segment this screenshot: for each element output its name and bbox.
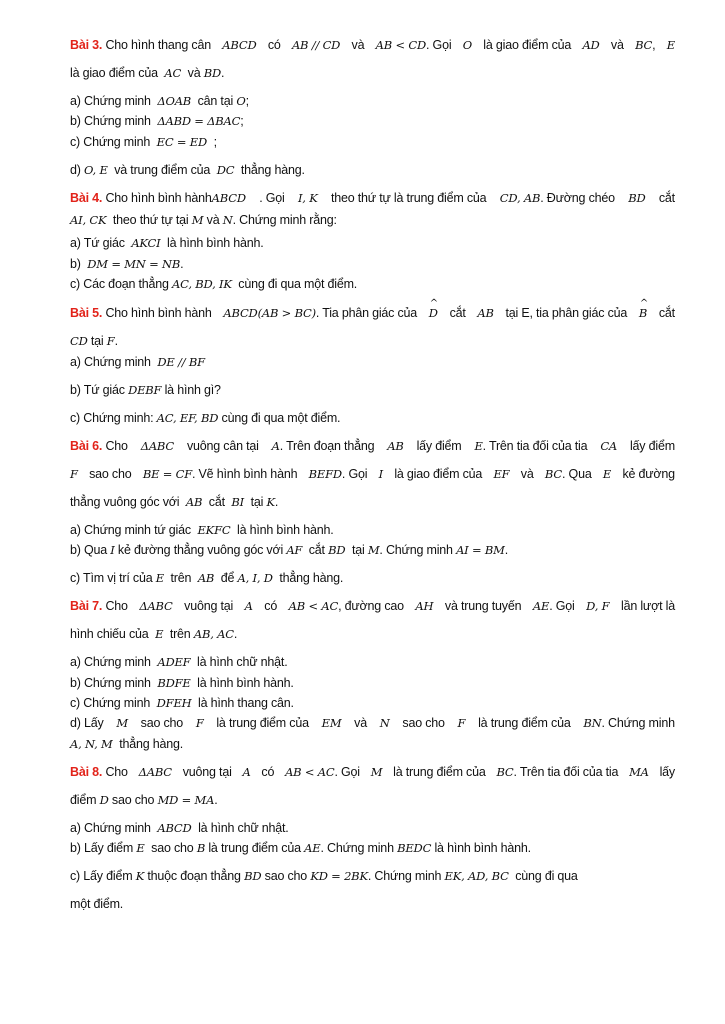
bai3-line2: [70, 65, 675, 81]
bai6-label: Bài 6.: [70, 439, 103, 453]
math: F: [106, 334, 115, 348]
text: vuông tại: [184, 599, 234, 613]
math: AD: [582, 38, 600, 52]
text: cùng đi qua một điểm.: [221, 411, 341, 425]
bai6-c: [70, 570, 675, 586]
text: d): [70, 163, 81, 177]
text: ;: [213, 135, 217, 149]
text: . Qua: [562, 467, 592, 481]
text: sao cho: [140, 716, 184, 730]
text: là trung điểm của: [216, 716, 309, 730]
bai4-line1: [70, 190, 675, 206]
text: . Trên tia đối của tia: [482, 439, 588, 453]
bai6-line1: [70, 438, 675, 454]
math: E: [666, 38, 675, 52]
bai3-label: Bài 3.: [70, 38, 103, 52]
text: vuông tại: [182, 765, 232, 779]
math: AI, CK: [70, 213, 107, 227]
bai4-a: [70, 235, 675, 251]
math: BE = CF: [142, 467, 192, 481]
text: cân tại: [197, 94, 234, 108]
bai7-d2: [70, 736, 675, 752]
math: M: [367, 543, 380, 557]
math: B: [196, 841, 206, 855]
bai7-b: [70, 675, 675, 691]
text: và: [354, 716, 367, 730]
text: b) Lấy điểm: [70, 841, 134, 855]
math: EC = ED: [156, 135, 208, 149]
math: A, N, M: [70, 737, 113, 751]
math: MA: [629, 765, 649, 779]
text: cắt: [658, 191, 675, 205]
bai8-c: [70, 868, 675, 884]
math: ABCD: [211, 191, 246, 205]
text: thẳng hàng.: [279, 571, 344, 585]
text: điểm: [70, 793, 97, 807]
text: c) Các đoạn thẳng: [70, 277, 169, 291]
text: d) Lấy: [70, 716, 104, 730]
math: A: [244, 599, 253, 613]
text: Cho: [105, 599, 128, 613]
bai5-line1: [70, 305, 675, 321]
text: .: [274, 495, 279, 509]
math: BC: [635, 38, 653, 52]
math: BC: [544, 467, 562, 481]
text: Cho hình thang cân: [105, 38, 211, 52]
math: KD = 2BK: [310, 869, 368, 883]
text: và: [187, 66, 201, 80]
text: c) Lấy điểm: [70, 869, 133, 883]
math: M: [370, 765, 383, 779]
text: . Chứng minh: [379, 543, 453, 557]
math: AC, EF, BD: [156, 411, 219, 425]
text: là trung điểm của: [478, 716, 571, 730]
math: BEDC: [397, 841, 432, 855]
math: I, K: [297, 191, 318, 205]
text: là hình chữ nhật.: [198, 821, 289, 835]
math: EKFC: [197, 523, 231, 537]
math: O: [462, 38, 472, 52]
text: cắt: [658, 306, 675, 320]
math: AB: [185, 495, 203, 509]
text: cắt: [308, 543, 325, 557]
bai3-d: [70, 162, 675, 178]
text: thuộc đoạn thẳng: [147, 869, 241, 883]
text: b) Chứng minh: [70, 676, 151, 690]
math: CD: [70, 334, 88, 348]
bai5-b: [70, 382, 675, 398]
bai3-line1: [70, 37, 675, 53]
math: AB < AC: [288, 599, 339, 613]
math: AB < CD: [375, 38, 426, 52]
text: là giao điểm của: [394, 467, 483, 481]
math: BD: [244, 869, 262, 883]
text: và: [206, 213, 220, 227]
math: ABCD: [222, 38, 257, 52]
text: tại: [250, 495, 264, 509]
math: E: [602, 467, 612, 481]
bai4-line2: [70, 212, 675, 228]
math: BC: [496, 765, 514, 779]
text: .: [221, 66, 225, 80]
text: là hình gì?: [164, 383, 221, 397]
text: .: [504, 543, 508, 557]
math: AB, AC: [193, 627, 234, 641]
math: AC, BD, IK: [172, 277, 232, 291]
text: theo thứ tự tại: [112, 213, 189, 227]
text: c) Chứng minh: [70, 696, 151, 710]
bai5-line2: [70, 333, 675, 349]
text: . Tia phân giác của: [315, 306, 418, 320]
math: AE: [532, 599, 550, 613]
math: F: [70, 467, 78, 481]
text: a) Chứng minh: [70, 355, 151, 369]
bai8-line2: [70, 792, 675, 808]
text: kẻ đường thẳng vuông góc với: [117, 543, 284, 557]
text: . Gọi: [426, 38, 452, 52]
text: . Trên đoạn thẳng: [279, 439, 375, 453]
text: c) Tìm vị trí của: [70, 571, 153, 585]
math: AB // CD: [291, 38, 341, 52]
text: có: [261, 765, 275, 779]
math: A: [242, 765, 251, 779]
text: tại: [90, 334, 104, 348]
math: K: [135, 869, 145, 883]
math: ADEF: [157, 655, 191, 669]
text: a) Chứng minh: [70, 821, 151, 835]
text: ;: [240, 114, 244, 128]
math: AB: [477, 306, 494, 320]
math: BEFD: [308, 467, 342, 481]
text: và trung tuyến: [444, 599, 522, 613]
text: sao cho: [264, 869, 308, 883]
bai4-c: [70, 276, 675, 292]
text: là hình thang cân.: [198, 696, 294, 710]
math: F: [195, 716, 204, 730]
text: a) Chứng minh: [70, 655, 151, 669]
math: ABCD: [157, 821, 192, 835]
math: ABCD(AB > BC): [223, 306, 316, 320]
math: M: [116, 716, 128, 730]
math: AC: [164, 66, 182, 80]
math: DFEH: [156, 696, 192, 710]
text: thẳng vuông góc với: [70, 495, 180, 509]
bai6-line3: [70, 494, 675, 510]
bai5-label: Bài 5.: [70, 306, 103, 320]
text: thẳng hàng.: [240, 163, 305, 177]
text: lấy điểm: [629, 439, 675, 453]
text: sao cho: [89, 467, 132, 481]
text: một điểm.: [70, 897, 124, 911]
text: Cho hình bình hành: [105, 191, 212, 205]
text: và: [351, 38, 365, 52]
text: . Chứng minh rằng:: [232, 213, 337, 227]
bai7-line2: [70, 626, 675, 642]
math: DEBF: [128, 383, 162, 397]
text: ,: [652, 38, 656, 52]
text: . Vẽ hình bình hành: [192, 467, 298, 481]
text: là hình bình hành.: [434, 841, 531, 855]
bai6-line2: [70, 466, 675, 482]
math: AF: [286, 543, 303, 557]
bai3-a: [70, 93, 675, 109]
text: c) Chứng minh: [70, 135, 151, 149]
math: K: [266, 495, 275, 509]
text: trên: [170, 571, 192, 585]
math: ΔABD = ΔBAC: [157, 114, 241, 128]
math: ΔABC: [138, 765, 172, 779]
bai7-a: [70, 654, 675, 670]
math: BI: [231, 495, 245, 509]
math: A: [271, 439, 280, 453]
text: là trung điểm của: [393, 765, 486, 779]
text: sao cho: [402, 716, 445, 730]
text: .: [233, 627, 238, 641]
text: cắt: [208, 495, 225, 509]
bai8-label: Bài 8.: [70, 765, 103, 779]
bai4-label: Bài 4.: [70, 191, 103, 205]
text: là hình bình hành.: [167, 236, 264, 250]
text: ;: [245, 94, 249, 108]
text: . Gọi: [334, 765, 360, 779]
text: .: [214, 793, 218, 807]
text: . Đường chéo: [540, 191, 615, 205]
math: I: [110, 543, 115, 557]
math: AKCI: [131, 236, 161, 250]
text: cùng đi qua: [515, 869, 578, 883]
math: EF: [493, 467, 510, 481]
bai5-a: [70, 354, 675, 370]
bai3-b: [70, 113, 675, 129]
math: AE: [304, 841, 321, 855]
text: và: [610, 38, 624, 52]
text: b) Qua: [70, 543, 108, 557]
text: sao cho: [151, 841, 194, 855]
math: BD: [328, 543, 346, 557]
math: CA: [600, 439, 618, 453]
math: EK, AD, BC: [444, 869, 509, 883]
text: . Gọi: [549, 599, 575, 613]
text: . Chứng minh: [367, 869, 442, 883]
text: lần lượt là: [621, 599, 675, 613]
text: .: [180, 257, 184, 271]
math: D: [99, 793, 109, 807]
math: ΔABC: [140, 439, 174, 453]
text: thẳng hàng.: [119, 737, 184, 751]
text: vuông cân tại: [186, 439, 259, 453]
math: BN: [583, 716, 602, 730]
text: b): [70, 257, 81, 271]
text: có: [267, 38, 281, 52]
angle-d: ^ D: [429, 305, 438, 321]
math: E: [155, 571, 164, 585]
math: O: [236, 94, 246, 108]
text: tại: [351, 543, 365, 557]
math: DC: [216, 163, 235, 177]
math: D, F: [586, 599, 610, 613]
text: và: [520, 467, 534, 481]
text: là trung điểm của: [208, 841, 301, 855]
math: ΔABC: [139, 599, 173, 613]
bai5-c: [70, 410, 675, 426]
bai7-line1: [70, 598, 675, 614]
bai8-c2: [70, 896, 675, 912]
math: M: [191, 213, 204, 227]
text: Cho: [105, 765, 128, 779]
text: . Trên tia đối của tia: [513, 765, 619, 779]
text: kẻ đường: [622, 467, 675, 481]
math: A, I, D: [237, 571, 273, 585]
bai4-b: [70, 256, 675, 272]
math: AH: [415, 599, 434, 613]
text: và trung điểm của: [114, 163, 211, 177]
text: a) Chứng minh: [70, 94, 151, 108]
math: O, E: [84, 163, 108, 177]
math: F: [457, 716, 466, 730]
text: là hình bình hành.: [197, 676, 294, 690]
text: hình chiếu của: [70, 627, 149, 641]
text: .: [114, 334, 118, 348]
math: CD, AB: [499, 191, 541, 205]
text: . Chứng minh: [320, 841, 394, 855]
bai7-c: [70, 695, 675, 711]
math: MD = MA: [157, 793, 215, 807]
math: AB: [197, 571, 215, 585]
math: BD: [203, 66, 222, 80]
text: cắt: [449, 306, 466, 320]
math: EM: [321, 716, 342, 730]
math: BDFE: [157, 676, 191, 690]
text: Cho: [105, 439, 128, 453]
math: DE // BF: [157, 355, 205, 369]
bai6-a: [70, 522, 675, 538]
text: Cho hình bình hành: [105, 306, 212, 320]
text: . Chứng minh: [601, 716, 675, 730]
text: a) Chứng minh tứ giác: [70, 523, 191, 537]
text: c) Chứng minh:: [70, 411, 154, 425]
bai7-d1: [70, 715, 675, 731]
text: có: [264, 599, 278, 613]
text: cùng đi qua một điểm.: [238, 277, 358, 291]
text: là hình bình hành.: [237, 523, 334, 537]
text: là giao điểm của: [70, 66, 158, 80]
text: b) Tứ giác: [70, 383, 125, 397]
text: a) Tứ giác: [70, 236, 125, 250]
math: AB < AC: [285, 765, 335, 779]
text: là giao điểm của: [483, 38, 572, 52]
bai7-label: Bài 7.: [70, 599, 103, 613]
bai8-a: [70, 820, 675, 836]
text: lấy: [659, 765, 675, 779]
text: là hình chữ nhật.: [197, 655, 288, 669]
math: E: [155, 627, 164, 641]
bai8-line1: [70, 764, 675, 780]
bai3-c: [70, 134, 675, 150]
text: trên: [169, 627, 191, 641]
bai6-b: [70, 542, 675, 558]
text: theo thứ tự là trung điểm của: [330, 191, 487, 205]
text: . Gọi: [259, 191, 285, 205]
text: . Gọi: [341, 467, 368, 481]
bai8-b: [70, 840, 675, 856]
text: , đường cao: [338, 599, 404, 613]
text: sao cho: [111, 793, 155, 807]
text: b) Chứng minh: [70, 114, 151, 128]
math: E: [474, 439, 483, 453]
text: lấy điểm: [416, 439, 462, 453]
math: E: [136, 841, 145, 855]
math: N: [379, 716, 390, 730]
text: để: [220, 571, 235, 585]
text: tại E, tia phân giác của: [505, 306, 628, 320]
math: AI = BM: [456, 543, 505, 557]
math: AB: [387, 439, 404, 453]
math: N: [222, 213, 233, 227]
math: BD: [628, 191, 646, 205]
math: I: [378, 467, 383, 481]
math: ΔOAB: [157, 94, 192, 108]
angle-b: ^ B: [639, 305, 647, 321]
math: DM = MN = NB: [87, 257, 181, 271]
